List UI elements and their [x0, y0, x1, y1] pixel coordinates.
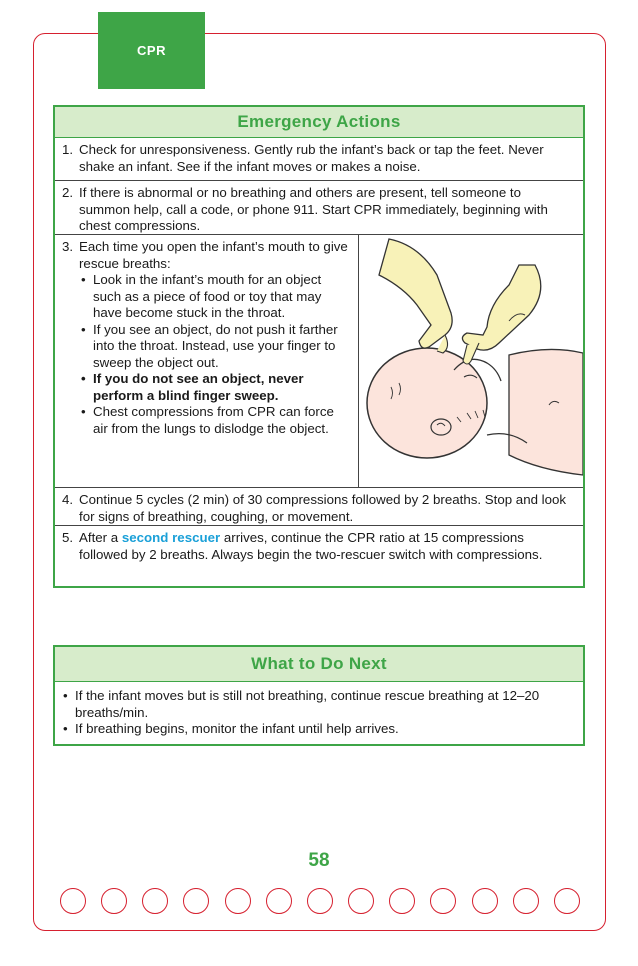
step-text: If there is abnormal or no breathing and others are present, tell someone to summon help, call a code, or phone 911. Start CPR immediately, beginning with chest compressions.: [79, 185, 548, 233]
list-item: • If you do not see an object, never perform a blind finger sweep.: [79, 371, 352, 404]
infant-illustration: [359, 235, 583, 487]
binder-hole: [142, 888, 168, 914]
step-3-text: [55, 235, 359, 487]
binder-hole: [389, 888, 415, 914]
step-number: 1.: [62, 142, 74, 157]
infant-rescue-illustration: [359, 235, 583, 485]
step-text: Continue 5 cycles (2 min) of 30 compressions followed by 2 breaths. Stop and look for signs of breathing, coughing, or movement.: [79, 492, 567, 524]
binder-hole: [430, 888, 456, 914]
step-text-before: After a: [79, 530, 122, 545]
binder-hole: [554, 888, 580, 914]
step-3: [55, 235, 583, 488]
binder-hole: [183, 888, 209, 914]
binder-hole: [513, 888, 539, 914]
binder-hole: [101, 888, 127, 914]
section-tab: CPR: [98, 12, 205, 89]
step-2: [55, 181, 583, 235]
step-text-after: arrives, continue the CPR ratio at 15 compressions followed by 2 breaths. Always begin the two-rescuer switch with compressions.: [79, 530, 543, 562]
binder-holes: [60, 888, 580, 918]
step-text: Check for unresponsiveness. Gently rub the infant’s back or tap the feet. Never shake an infant. See if the infant moves or makes a noise.: [79, 142, 544, 174]
binder-hole: [225, 888, 251, 914]
page-number: 58: [308, 850, 330, 871]
step-number: 2.: [62, 185, 74, 200]
emergency-actions-title: Emergency Actions: [55, 107, 583, 138]
what-to-do-next-body: [55, 682, 583, 744]
binder-hole: [307, 888, 333, 914]
what-to-do-next-box: [53, 645, 585, 746]
list-item: • If you see an object, do not push it farther into the throat. Instead, use your finger to sweep the object out.: [79, 322, 352, 372]
step-4: [55, 488, 583, 526]
step-text: Each time you open the infant’s mouth to give rescue breaths:: [79, 239, 348, 271]
second-rescuer-highlight: second rescuer: [121, 530, 221, 545]
list-item: • Chest compressions from CPR can force air from the lungs to dislodge the object.: [79, 404, 352, 437]
step-number: 3.: [62, 239, 74, 254]
step-1: [55, 138, 583, 181]
step-number: 5.: [62, 530, 74, 545]
list-item: • Look in the infant’s mouth for an object such as a piece of food or toy that may have become stuck in the throat.: [79, 272, 352, 322]
binder-hole: [266, 888, 292, 914]
what-to-do-next-title: What to Do Next: [55, 647, 583, 682]
step-5: [55, 526, 583, 586]
binder-hole: [472, 888, 498, 914]
binder-hole: [60, 888, 86, 914]
step-number: 4.: [62, 492, 74, 507]
list-item: • If breathing begins, monitor the infant until help arrives.: [63, 721, 575, 738]
step-3-bullets: [79, 272, 352, 437]
list-item: • If the infant moves but is still not breathing, continue rescue breathing at 12–20 breaths/min.: [63, 688, 575, 721]
emergency-actions-box: [53, 105, 585, 588]
binder-hole: [348, 888, 374, 914]
